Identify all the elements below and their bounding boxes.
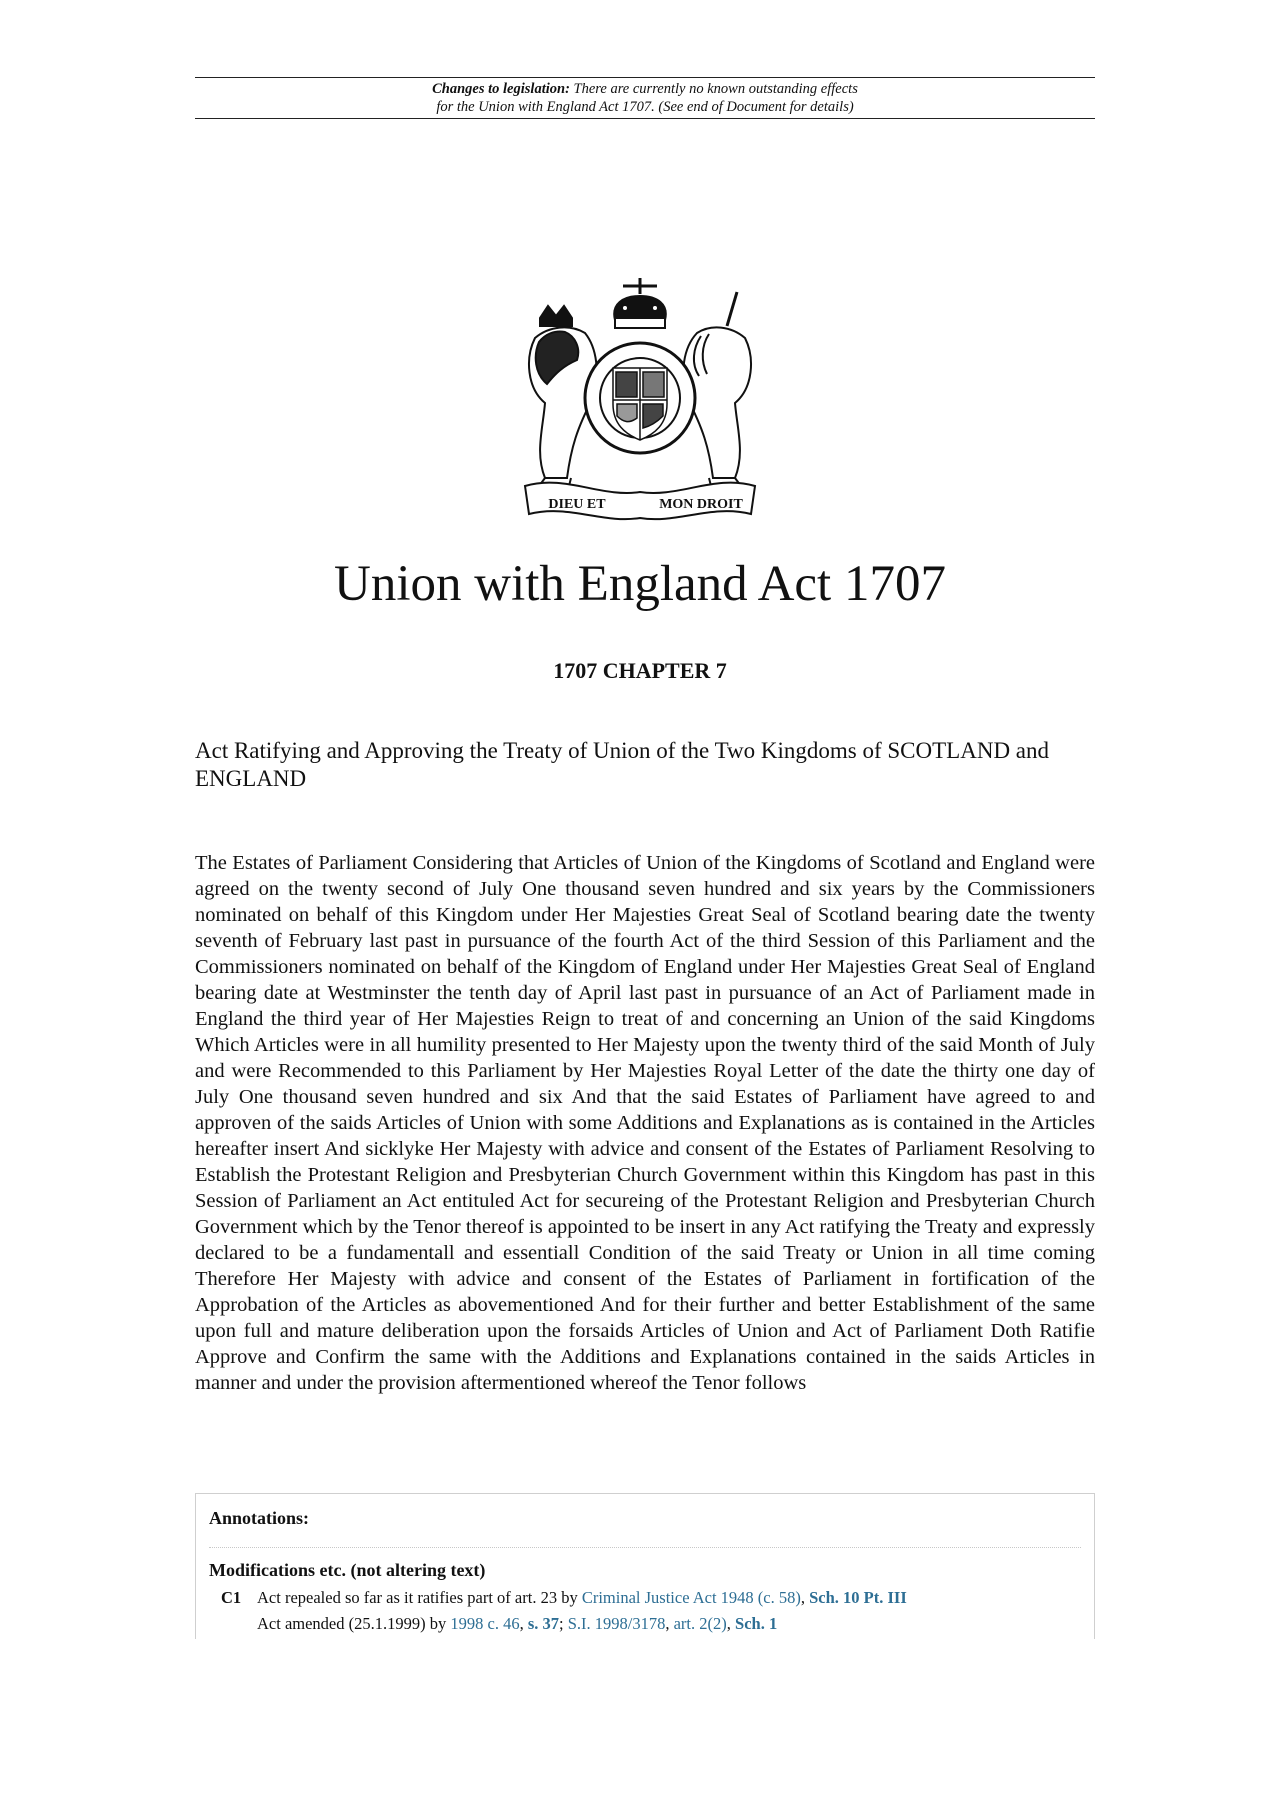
annotation-line-2-text: Act amended (25.1.1999) by (257, 1614, 451, 1633)
sch-10-pt-iii-link[interactable]: Sch. 10 Pt. III (809, 1588, 907, 1607)
annotation-line-2 (257, 1611, 1081, 1637)
sch-1-link[interactable]: Sch. 1 (735, 1614, 778, 1633)
annotation-body (257, 1585, 1081, 1637)
banner-line-1 (195, 80, 1095, 98)
si-1998-3178-link[interactable]: S.I. 1998/3178 (567, 1614, 666, 1633)
chapter-number: 1707 CHAPTER 7 (553, 658, 727, 683)
s-37-link[interactable]: s. 37 (527, 1614, 559, 1633)
annotations-box (195, 1493, 1095, 1639)
motto-right: MON DROIT (659, 497, 743, 512)
annotation-line-1-text: Act repealed so far as it ratifies part of art. 23 by (257, 1588, 582, 1607)
banner-text-1: There are currently no known outstanding effects (573, 81, 858, 97)
annotation-separator: , (519, 1614, 528, 1633)
annotation-separator: , (726, 1614, 736, 1633)
annotation-separator: ; (559, 1614, 568, 1633)
preamble-paragraph: The Estates of Parliament Considering that Articles of Union of the Kingdoms of Scotland and England were agreed on the twenty second of July One thousand seven hundred and six years by the Commissioners nominated on behalf of this Kingdom under Her Majesties Great Seal of Scotland bearing date the twenty seventh of February last past in pursuance of the fourth Act of the third Session of this Parliament and the Commissioners nominated on behalf of the Kingdom of England under Her Majesties Great Seal of England bearing date at Westminster the tenth day of April last past in pursuance of an Act of Parliament made in England the third year of Her Majesties Reign to treat of and concerning an Union of the said Kingdoms Which Articles were in all humility presented to Her Majesty upon the twenty third of the said Month of July and were Recommended to this Parliament by Her Majesties Royal Letter of the date the thirty one day of July One thousand seven hundred and six And that the said Estates of Parliament have agreed to and approven of the saids Articles of Union with some Additions and Explanations as is contained in the Articles hereafter insert And sicklyke Her Majesty with advice and consent of the Estates of Parliament Resolving to Establish the Protestant Religion and Presbyterian Church Government within this Kingdom has past in this Session of Parliament an Act entituled Act for secureing of the Protestant Religion and Presbyterian Church Government which by the Tenor thereof is appointed to be insert in any Act ratifying the Treaty and expressly declared to be a fundamentall and essentiall Condition of the said Treaty or Union in all time coming Therefore Her Majesty with advice and consent of the Estates of Parliament in fortification of the Approbation of the Articles as abovementioned And for their further and better Establishment of the same upon full and mature deliberation upon the forsaids Articles of Union and Act of Parliament Doth Ratifie Approve and Confirm the same with the Additions and Explanations contained in the saids Articles in manner and under the provision aftermentioned whereof the Tenor follows (195, 852, 1095, 1394)
annotation-code: C1 (221, 1588, 242, 1607)
modifications-heading: Modifications etc. (not altering text) (209, 1560, 486, 1580)
annotation-separator: , (665, 1614, 674, 1633)
annotation-line-1 (257, 1585, 1081, 1611)
motto-ribbon-icon (525, 483, 755, 520)
art-2-2-link[interactable]: art. 2(2) (673, 1614, 727, 1633)
criminal-justice-act-link[interactable]: Criminal Justice Act 1948 (c. 58) (581, 1588, 801, 1607)
royal-coat-of-arms-icon (505, 278, 775, 528)
annotations-divider (209, 1547, 1081, 1548)
motto-left: DIEU ET (548, 497, 606, 512)
banner-label: Changes to legislation: (432, 81, 570, 97)
banner-line-2: for the Union with England Act 1707. (See end of Document for details) (436, 99, 854, 115)
changes-to-legislation-banner (195, 77, 1095, 119)
long-title: Act Ratifying and Approving the Treaty of Union of the Two Kingdoms of SCOTLAND and ENGLAND (195, 738, 1050, 791)
crown-icon (614, 278, 666, 328)
act-title: Union with England Act 1707 (334, 556, 946, 612)
annotation-separator: , (800, 1588, 810, 1607)
annotations-heading: Annotations: (209, 1508, 310, 1528)
1998-c46-link[interactable]: 1998 c. 46 (450, 1614, 520, 1633)
annotation-c1 (209, 1585, 1081, 1637)
